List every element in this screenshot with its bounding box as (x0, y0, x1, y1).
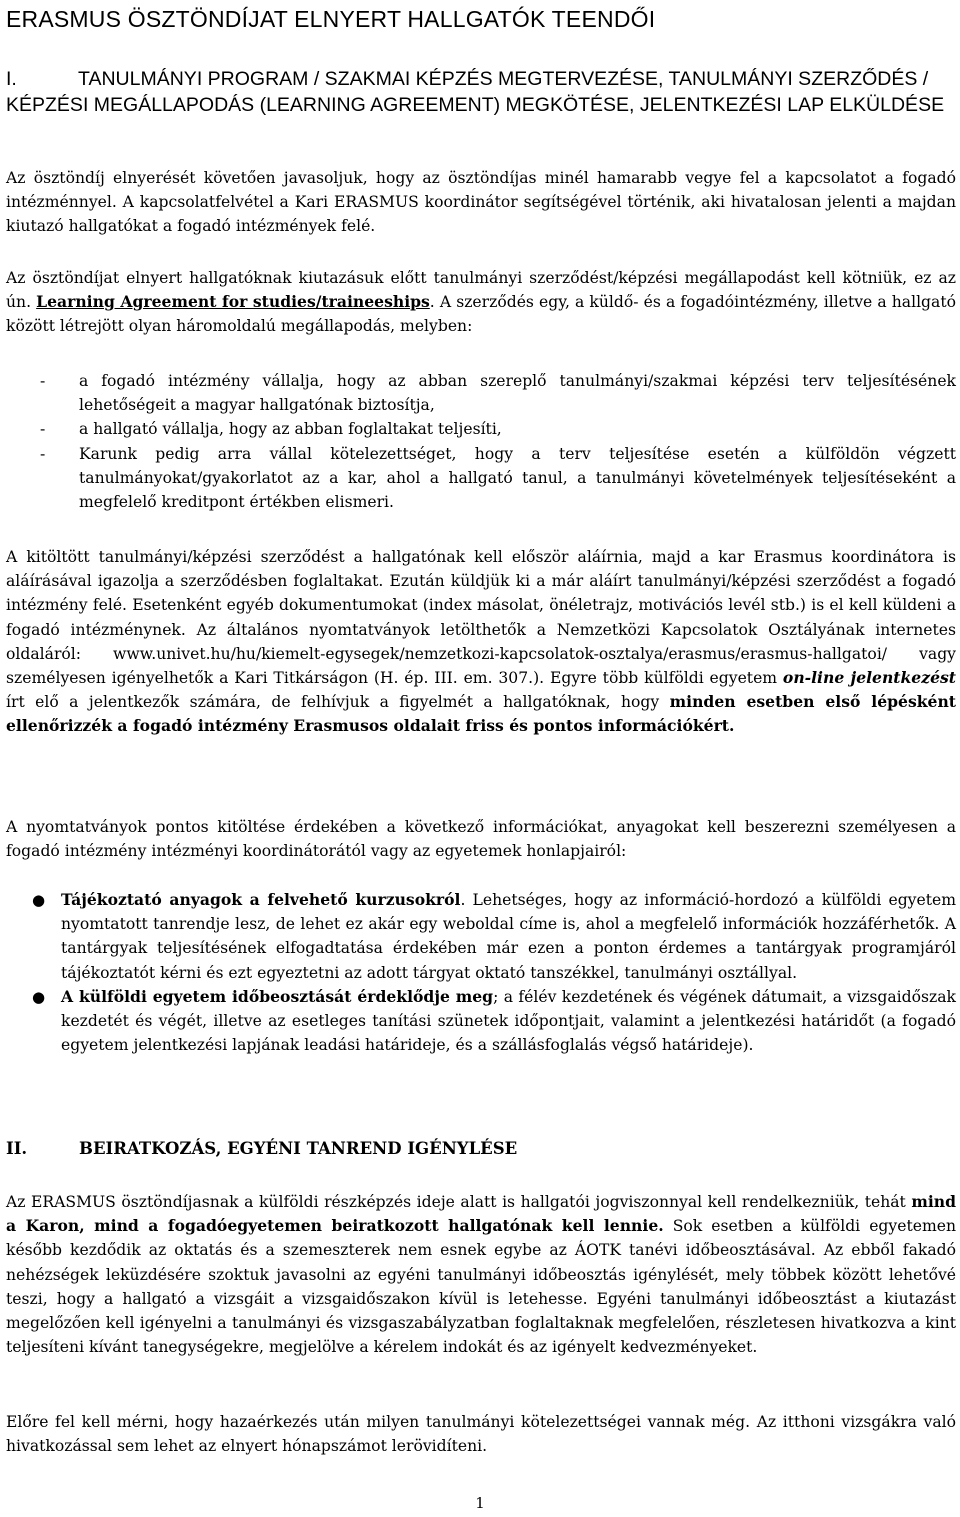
agreement-obligations-list (6, 369, 956, 514)
bullet-icon: ● (32, 891, 46, 909)
section-1-number: I. (6, 68, 17, 90)
online-application-emphasis: on-line jelentkezést (782, 668, 956, 688)
required-information-list (6, 888, 956, 1057)
list-item-title: Tájékoztató anyagok a felvehető kurzusokról (61, 890, 461, 909)
learning-agreement-link[interactable]: Learning Agreement for studies/traineeships (36, 292, 430, 312)
s2p1-bold: mind a Karon, mind a fogadóegyetemen beiratkozott hallgatónak kell lennie. (6, 1192, 956, 1236)
list-item-text: a fogadó intézmény vállalja, hogy az abban szereplő tanulmányi/szakmai képzési terv teljesítésének lehetőségeit a magyar hallgatónak biztosítja, (79, 372, 956, 415)
section-2-paragraph-1 (6, 1190, 956, 1359)
p3-bold-notice: minden esetben első lépésként ellenőrizzék a fogadó intézmény Erasmusos oldalait friss és pontos információkért. (6, 692, 956, 736)
section-1-heading (6, 66, 956, 118)
list-item (6, 369, 956, 417)
bullet-icon: ● (32, 987, 46, 1006)
p3-text-a: A kitöltött tanulmányi/képzési szerződést a hallgatónak kell először aláírnia, majd a kar Erasmus koordinátora is aláírásával igazolja a szerződésben foglaltakat. Ezután küldjük ki a már aláírt tanulmányi/képzési szerződést a fogadó intézmény felé. Esetenként egyéb dokumentumokat (index másolat, önéletrajz, motivációs levél stb.) is el kell küldeni a fogadó intézménynek. Az általános nyomtatványok letölthetők a Nemzetközi Kapcsolatok Osztályának internetes oldaláról: www.univet.hu/hu/kiemelt-egysegek/nemzetkozi-kapcsolatok-osztalya/erasmus/erasmus-hallgatoi/ vagy személyesen igényelhetők a Kari Titkárságon (H. ép. III. em. 307.). Egyre több külföldi egyetem (6, 548, 956, 688)
list-item (6, 417, 956, 441)
section-2-number: II. (6, 1139, 28, 1158)
section-1-paragraph-2 (6, 266, 956, 339)
dash-marker: - (40, 372, 46, 390)
list-item-text: . Lehetséges, hogy az információ-hordozó a külföldi egyetem nyomtatott tanrendje lesz, de lehet ez akár egy weboldal címe is, ahol a megfelelő információk hozzáférhetők. A tantárgyak teljesítésének elfogadtatása érdekében már ezen a ponton érdemes a tantárgyak programjáról tájékoztatót kérni és ezt egyeztetni az adott tárgyat oktató tanszékkel, tanulmányi osztállyal. (61, 891, 956, 982)
list-item (6, 888, 956, 985)
section-2-heading (6, 1137, 956, 1161)
section-1-paragraph-3 (6, 545, 956, 739)
dash-marker: - (40, 444, 46, 463)
list-item (6, 442, 956, 515)
page-number: 1 (475, 1494, 485, 1512)
s2p1-text-b: Sok esetben a külföldi egyetemen később kezdődik az oktatás és a szemeszterek nem esnek egybe az ÁOTK tanévi időbeosztásával. Az ebből fakadó nehézségek leküzdésére szoktuk javasolni az egyéni tanulmányi időbeosztás igénylését, mely többek között lehetővé teszi, hogy a hallgató a vizsgáit a vizsgaidőszakon kívül is letehesse. Egyéni tanulmányi időbeosztást a kiutazást megelőzően kell igényelni a tanulmányi és vizsgaszabályzatban foglaltaknak megfelelően, részletesen hivatkozva a kint teljesíteni kívánt tanegységekre, megjelölve a kérelem indokát és az igényelt kedvezményeket. (6, 1217, 956, 1357)
page-title: ERASMUS ÖSZTÖNDÍJAT ELNYERT HALLGATÓK TEENDŐI (6, 6, 656, 32)
section-1-paragraph-1: Az ösztöndíj elnyerését követően javasoljuk, hogy az ösztöndíjas minél hamarabb vegye fel a kapcsolatot a fogadó intézménnyel. A kapcsolatfelvétel a Kari ERASMUS koordinátor segítségével történik, aki hivatalosan jelenti a majdan kiutazó hallgatókat a fogadó intézmények felé. (6, 169, 956, 236)
list-item-text: Karunk pedig arra vállal kötelezettséget, hogy a terv teljesítése esetén a külföldön végzett tanulmányokat/gyakorlatot az a kar, ahol a hallgató tanul, a tanulmányi követelmények teljesítéseként a megfelelő kreditpont értékben elismeri. (79, 444, 956, 512)
p2-text-b: . A szerződés egy, a küldő- és a fogadóintézmény, illetve a hallgató között létrejött olyan háromoldalú megállapodás, melyben: (6, 293, 956, 336)
section-1-title: TANULMÁNYI PROGRAM / SZAKMAI KÉPZÉS MEGTERVEZÉSE, TANULMÁNYI SZERZŐDÉS / KÉPZÉSI MEGÁLLAPODÁS (LEARNING AGREEMENT) MEGKÖTÉSE, JELENTKEZÉSI LAP ELKÜLDÉSE (6, 68, 945, 116)
s2p1-text-a: Az ERASMUS ösztöndíjasnak a külföldi részképzés ideje alatt is hallgatói jogviszonnyal kell rendelkezniük, tehát (6, 1193, 912, 1211)
list-item-text: a hallgató vállalja, hogy az abban foglaltakat teljesíti, (79, 420, 502, 439)
p2-text-a: Az ösztöndíjat elnyert hallgatóknak kiutazásuk előtt tanulmányi szerződést/képzési megállapodást kell kötniük, ez az ún. (6, 269, 956, 312)
dash-marker: - (40, 420, 46, 439)
section-1-paragraph-4: A nyomtatványok pontos kitöltése érdekében a következő információkat, anyagokat kell beszerezni személyesen a fogadó intézmény intézményi koordinátorától vagy az egyetemek honlapjairól: (6, 818, 956, 861)
list-item (6, 985, 956, 1058)
list-item-text: ; a félév kezdetének és végének dátumait, a vizsgaidőszak kezdetét és végét, illetve az esetleges tanítási szünetek időpontjait, valamint a jelentkezési határidőt (a fogadó egyetem jelentkezési lapjának leadási határideje, és a szállásfoglalás végső határideje). (61, 987, 956, 1055)
section-2-title: BEIRATKOZÁS, EGYÉNI TANREND IGÉNYLÉSE (79, 1139, 518, 1158)
p3-text-b: írt elő a jelentkezők számára, de felhívjuk a figyelmét a hallgatóknak, hogy (6, 693, 670, 712)
section-2-paragraph-2: Előre fel kell mérni, hogy hazaérkezés után milyen tanulmányi kötelezettségei vannak még. Az itthoni vizsgákra való hivatkozással sem lehet az elnyert hónapszámot lerövidíteni. (6, 1413, 956, 1456)
list-item-title: A külföldi egyetem időbeosztását érdeklődje meg (61, 986, 494, 1006)
